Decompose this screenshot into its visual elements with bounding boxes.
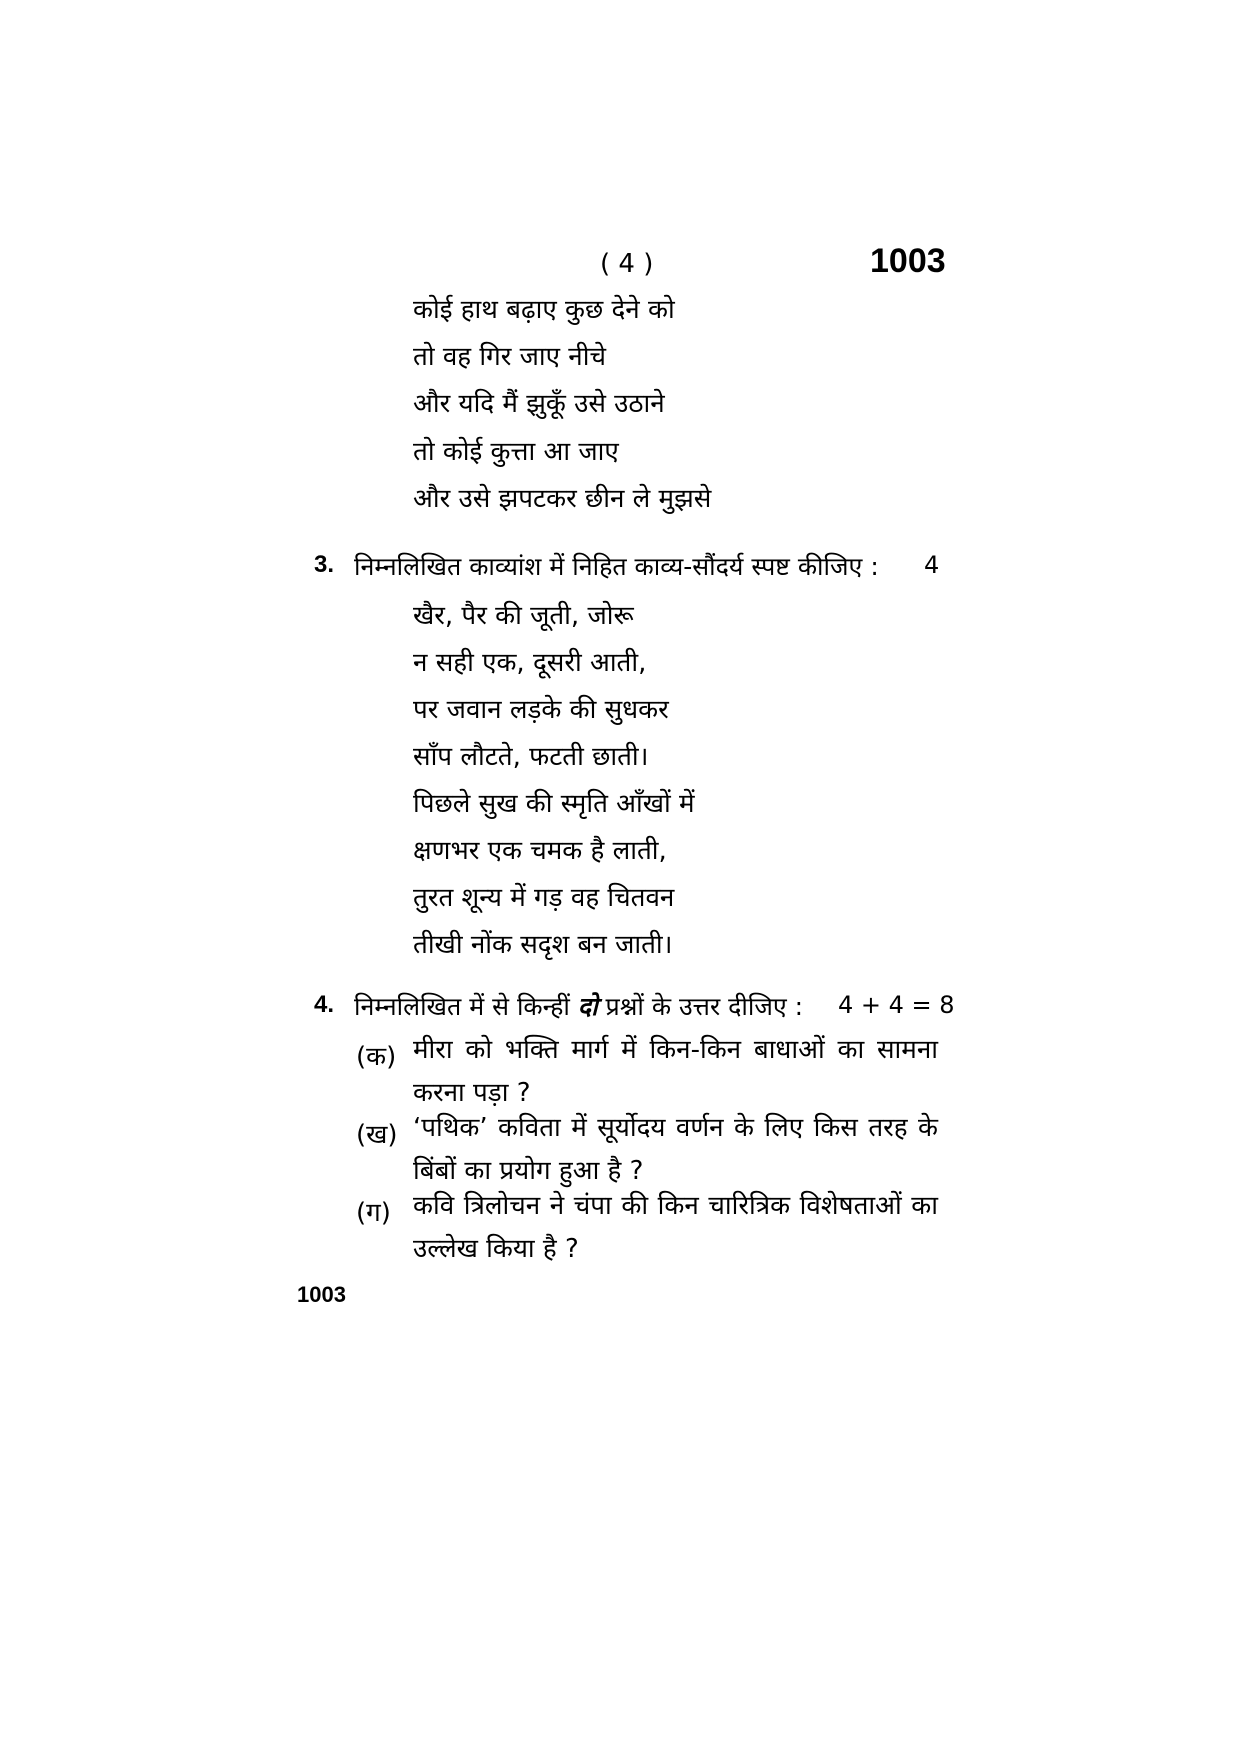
option-label: (ग)	[356, 1198, 391, 1228]
question-4-text	[354, 989, 803, 1023]
poem-line: न सही एक, दूसरी आती,	[413, 648, 647, 678]
option-label: (ख)	[356, 1120, 398, 1150]
option-text-line2: उल्लेख किया है ?	[413, 1234, 579, 1264]
question-3-marks: 4	[924, 551, 940, 579]
option-text-line1: कवि त्रिलोचन ने चंपा की किन चारित्रिक विशेषताओं का	[413, 1191, 938, 1221]
poem-line: तो कोई कुत्ता आ जाए	[413, 437, 619, 467]
paper-code-header: 1003	[870, 242, 946, 280]
page-number: ( 4 )	[600, 249, 654, 279]
question-4-text-after: प्रश्नों के उत्तर दीजिए :	[605, 992, 804, 1021]
option-text-line1: ‘पथिक’ कविता में सूर्योदय वर्णन के लिए किस तरह के	[413, 1113, 938, 1143]
question-3-text: निम्नलिखित काव्यांश में निहित काव्य-सौंदर्य स्पष्ट कीजिए :	[354, 552, 879, 581]
poem-line: क्षणभर एक चमक है लाती,	[413, 836, 667, 866]
option-label: (क)	[356, 1042, 397, 1072]
question-4-text-before: निम्नलिखित में से किन्हीं	[354, 992, 570, 1021]
option-text-line2: करना पड़ा ?	[413, 1078, 531, 1108]
option-text-line1: मीरा को भक्ति मार्ग में किन-किन बाधाओं का सामना	[413, 1035, 938, 1065]
poem-line: तो वह गिर जाए नीचे	[413, 342, 606, 372]
poem-line: तीखी नोंक सदृश बन जाती।	[413, 930, 673, 960]
poem-line: पर जवान लड़के की सुधकर	[413, 695, 669, 725]
poem-line: साँप लौटते, फटती छाती।	[413, 742, 649, 772]
poem-line: तुरत शून्य में गड़ वह चितवन	[413, 883, 675, 913]
poem-line: और उसे झपटकर छीन ले मुझसे	[413, 484, 712, 514]
poem-line: कोई हाथ बढ़ाए कुछ देने को	[413, 295, 675, 325]
question-3-number: 3.	[314, 551, 335, 578]
question-4-marks: 4 + 4 = 8	[838, 991, 955, 1019]
poem-line: और यदि मैं झुकूँ उसे उठाने	[413, 389, 665, 419]
poem-line: पिछले सुख की स्मृति आँखों में	[413, 789, 695, 819]
question-4-emphasis: दो	[577, 992, 598, 1021]
poem-line: खैर, पैर की जूती, जोरू	[413, 601, 634, 631]
paper-code-footer: 1003	[297, 1282, 346, 1307]
question-4-number: 4.	[314, 991, 335, 1018]
option-text-line2: बिंबों का प्रयोग हुआ है ?	[413, 1156, 644, 1186]
